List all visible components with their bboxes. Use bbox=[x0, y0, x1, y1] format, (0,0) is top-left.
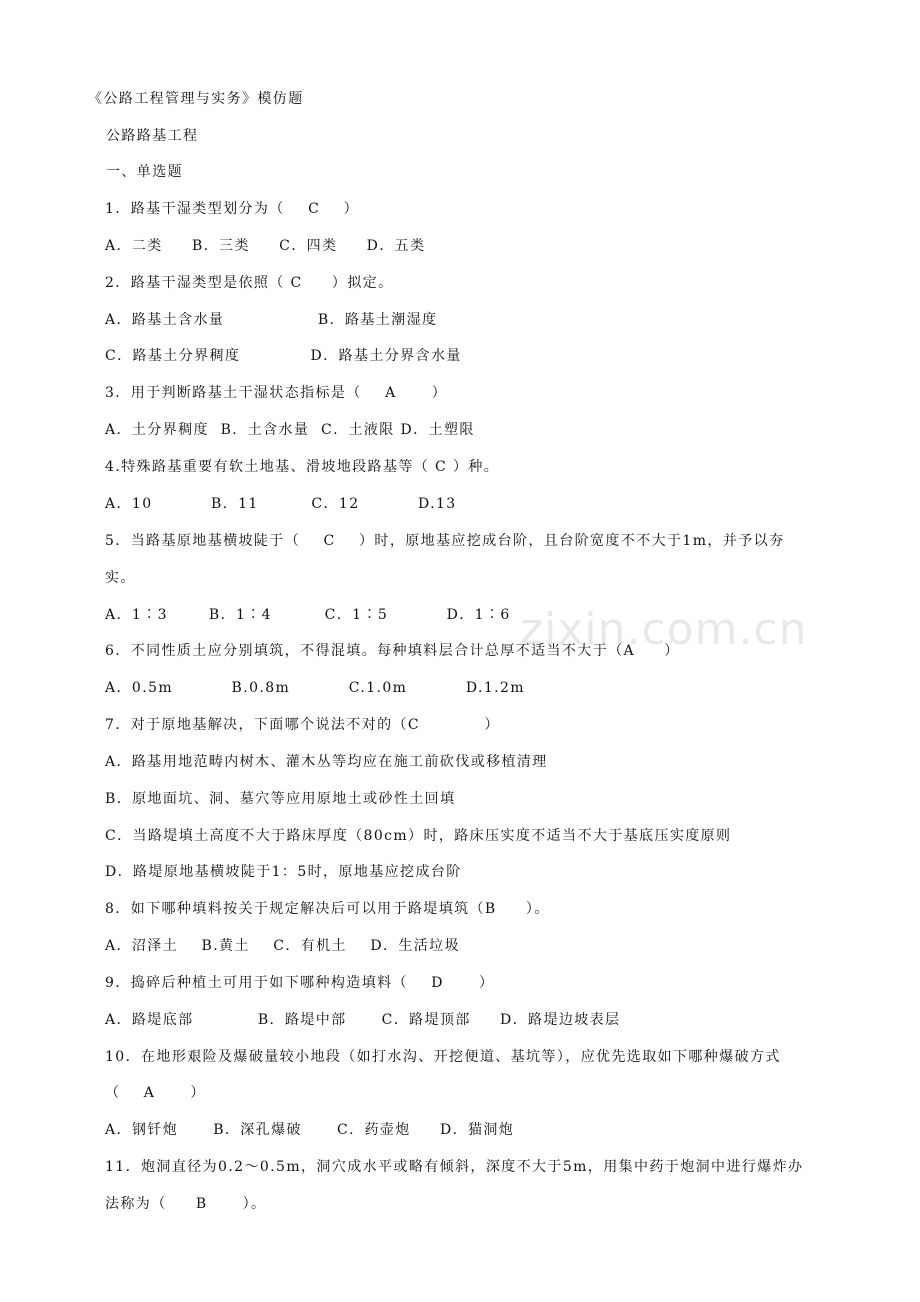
options-line: A．二类 B．三类 C．四类 D．五类 bbox=[105, 238, 426, 254]
options-line: B．原地面坑、洞、墓穴等应用原地土或砂性土回填 bbox=[105, 791, 456, 807]
question-line: 1．路基干湿类型划分为（ C ） bbox=[105, 201, 360, 217]
question-line-continued: 实。 bbox=[105, 570, 136, 586]
options-line: A．沼泽土 B.黄土 C．有机土 D．生活垃圾 bbox=[105, 938, 460, 954]
question-line: 11．炮洞直径为0.2～0.5m，洞穴成水平或略有倾斜，深度不大于5m，用集中药于炮洞中进行爆炸办 bbox=[105, 1159, 804, 1175]
question-line: 10．在地形艰险及爆破量较小地段（如打水沟、开挖便道、基坑等），应优先选取如下哪种爆破方式 bbox=[105, 1049, 781, 1065]
options-line: C．当路堤填土高度不大于路床厚度（80cm）时，路床压实度不适当不大于基底压实度原则 bbox=[105, 828, 732, 844]
options-line: A．土分界稠度 B．土含水量 C．土液限 D．土塑限 bbox=[105, 422, 475, 438]
question-line: 2．路基干湿类型是依照（ C ）拟定。 bbox=[105, 275, 394, 291]
question-line: 6．不同性质土应分别填筑，不得混填。每种填料层合计总厚不适当不大于（A ） bbox=[105, 643, 680, 659]
question-line: 9．捣碎后种植土可用于如下哪种构造填料（ D ） bbox=[105, 975, 495, 991]
part-heading: 一、单选题 bbox=[106, 164, 183, 180]
options-line: A．路堤底部 B．路堤中部 C．路堤顶部 D．路堤边坡表层 bbox=[105, 1012, 621, 1028]
question-line: 8．如下哪种填料按关于规定解决后可以用于路堤填筑（B ）。 bbox=[105, 901, 550, 917]
question-line: 4.特殊路基重要有软土地基、滑坡地段路基等（ C ）种。 bbox=[105, 459, 500, 475]
watermark: zixin.com.cn bbox=[520, 604, 808, 655]
question-line-continued: 法称为（ B ）。 bbox=[105, 1196, 267, 1212]
section-heading: 公路路基工程 bbox=[106, 128, 199, 144]
options-line: C．路基土分界稠度 D．路基土分界含水量 bbox=[105, 348, 462, 364]
question-line: 3．用于判断路基土干湿状态指标是（ A ） bbox=[105, 385, 448, 401]
question-line: 5．当路基原地基横坡陡于（ C ）时，原地基应挖成台阶，且台阶宽度不不大于1m，并予以夯 bbox=[105, 533, 785, 549]
options-line: A．1∶3 B．1∶4 C．1∶5 D．1∶6 bbox=[105, 607, 511, 623]
options-line: A．钢钎炮 B．深孔爆破 C．药壶炮 D．猫洞炮 bbox=[105, 1122, 515, 1138]
options-line: D．路堤原地基横坡陡于1：5时，原地基应挖成台阶 bbox=[105, 864, 462, 880]
options-line: A．10 B．11 C．12 D.13 bbox=[105, 496, 457, 512]
options-line: A．路基土含水量 B．路基土潮湿度 bbox=[105, 312, 438, 328]
options-line: A．路基用地范畴内树木、灌木丛等均应在施工前砍伐或移植清理 bbox=[105, 754, 548, 770]
question-line-continued: （ A ） bbox=[105, 1085, 206, 1101]
options-line: A．0.5m B.0.8m C.1.0m D.1.2m bbox=[105, 680, 525, 696]
question-line: 7．对于原地基解决，下面哪个说法不对的（C ） bbox=[105, 717, 500, 733]
document-title: 《公路工程管理与实务》模仿题 bbox=[88, 91, 304, 107]
